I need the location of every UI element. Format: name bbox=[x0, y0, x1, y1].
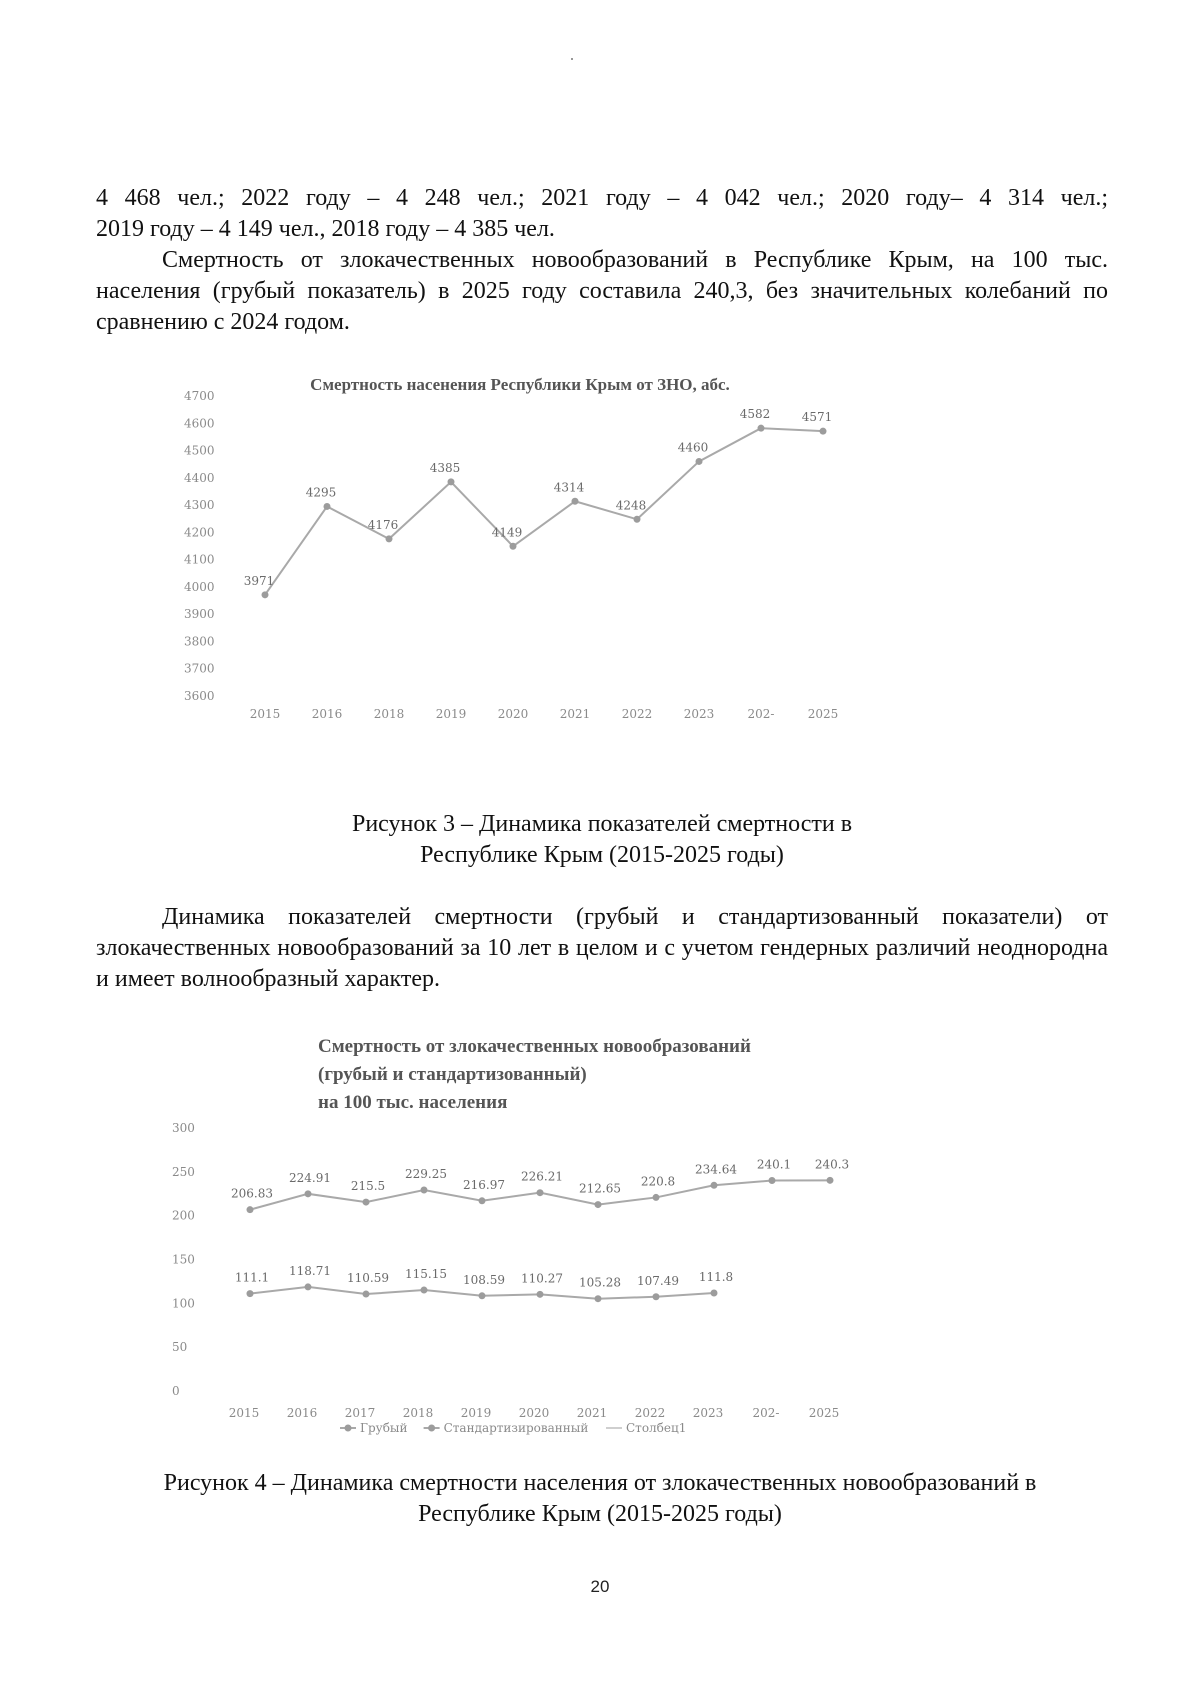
data-label: 4149 bbox=[491, 525, 523, 540]
x-tick-label: 2016 bbox=[311, 707, 343, 721]
top-text-line-1: 4 468 чел.; 2022 году – 4 248 чел.; 2021 году – 4 042 чел.; 2020 году– 4 314 чел.; bbox=[96, 185, 1108, 211]
y-tick-label: 200 bbox=[172, 1208, 195, 1223]
paragraph-dynamics bbox=[96, 902, 1108, 995]
y-tick-label: 3700 bbox=[184, 661, 215, 676]
data-point bbox=[696, 458, 703, 465]
legend-label: Стандартизированный bbox=[443, 1421, 589, 1435]
data-label: 226.21 bbox=[521, 1169, 563, 1184]
data-label: 118.71 bbox=[289, 1263, 331, 1278]
figure4-caption-line-2: Республике Крым (2015-2025 годы) bbox=[418, 1501, 782, 1527]
scan-speck bbox=[571, 58, 573, 60]
figure4-caption-line-1: Рисунок 4 – Динамика смертности населения от злокачественных новообразований в bbox=[163, 1470, 1037, 1496]
data-label: 229.25 bbox=[405, 1167, 447, 1182]
data-point bbox=[479, 1292, 486, 1299]
x-tick-label: 2025 bbox=[807, 707, 839, 721]
data-point bbox=[758, 425, 765, 432]
series-line bbox=[265, 428, 823, 595]
data-label: 234.64 bbox=[695, 1162, 737, 1177]
x-tick-label: 2018 bbox=[373, 707, 405, 721]
data-point bbox=[634, 516, 641, 523]
data-label: 107.49 bbox=[637, 1273, 679, 1288]
data-point bbox=[653, 1194, 660, 1201]
data-label: 115.15 bbox=[405, 1267, 447, 1282]
data-point bbox=[363, 1199, 370, 1206]
data-point bbox=[421, 1287, 428, 1294]
y-tick-label: 50 bbox=[172, 1340, 188, 1355]
page-number: 20 bbox=[590, 1577, 610, 1596]
top-continuation-text bbox=[96, 183, 1108, 338]
x-tick-label: 2022 bbox=[634, 1406, 666, 1420]
data-label: 212.65 bbox=[579, 1181, 621, 1196]
x-tick-label: 2019 bbox=[435, 707, 467, 721]
data-label: 4385 bbox=[429, 460, 461, 475]
legend-label: Грубый bbox=[360, 1421, 408, 1435]
x-tick-label: 202- bbox=[747, 707, 775, 721]
data-point bbox=[711, 1289, 718, 1296]
x-tick-label: 2018 bbox=[402, 1406, 434, 1420]
figure4-line-chart bbox=[170, 1030, 1070, 1470]
data-point bbox=[305, 1190, 312, 1197]
y-tick-label: 4300 bbox=[184, 498, 215, 513]
y-tick-label: 4100 bbox=[184, 552, 215, 567]
data-point bbox=[820, 428, 827, 435]
data-label: 215.5 bbox=[350, 1179, 386, 1194]
data-label: 240.3 bbox=[814, 1157, 850, 1172]
data-point bbox=[247, 1290, 254, 1297]
y-tick-label: 3900 bbox=[184, 607, 215, 622]
y-tick-label: 4400 bbox=[184, 470, 215, 485]
data-point bbox=[827, 1177, 834, 1184]
x-tick-label: 2021 bbox=[559, 707, 591, 721]
y-tick-label: 4000 bbox=[184, 579, 215, 594]
y-tick-label: 4500 bbox=[184, 443, 215, 458]
data-label: 4582 bbox=[739, 407, 771, 422]
data-point bbox=[711, 1182, 718, 1189]
data-point bbox=[653, 1293, 660, 1300]
data-label: 111.1 bbox=[234, 1270, 270, 1285]
data-point bbox=[386, 535, 393, 542]
y-tick-label: 250 bbox=[172, 1164, 195, 1179]
x-tick-label: 2020 bbox=[518, 1406, 550, 1420]
x-tick-label: 2021 bbox=[576, 1406, 608, 1420]
data-point bbox=[448, 478, 455, 485]
figure3-caption-line-1: Рисунок 3 – Динамика показателей смертности в bbox=[351, 811, 853, 837]
x-tick-label: 202- bbox=[752, 1406, 780, 1420]
data-point bbox=[769, 1177, 776, 1184]
chart-title-line: (грубый и стандартизованный) bbox=[318, 1064, 587, 1085]
legend-marker bbox=[428, 1425, 435, 1432]
data-point bbox=[363, 1291, 370, 1298]
x-tick-label: 2022 bbox=[621, 707, 653, 721]
data-label: 216.97 bbox=[463, 1177, 505, 1192]
data-label: 4176 bbox=[367, 517, 399, 532]
y-tick-label: 3800 bbox=[184, 634, 215, 649]
top-text-line-2: 2019 году – 4 149 чел., 2018 году – 4 385 чел. bbox=[96, 216, 555, 242]
figure3-caption-line-2: Республике Крым (2015-2025 годы) bbox=[420, 842, 784, 868]
data-label: 110.59 bbox=[347, 1271, 389, 1286]
figure3-caption bbox=[96, 809, 1108, 871]
data-point bbox=[595, 1295, 602, 1302]
y-tick-label: 100 bbox=[172, 1296, 195, 1311]
figure4-caption bbox=[80, 1468, 1120, 1530]
data-point bbox=[595, 1201, 602, 1208]
x-tick-label: 2019 bbox=[460, 1406, 492, 1420]
data-label: 4295 bbox=[305, 485, 337, 500]
data-point bbox=[510, 543, 517, 550]
x-tick-label: 2023 bbox=[692, 1406, 724, 1420]
x-tick-label: 2016 bbox=[286, 1406, 318, 1420]
data-label: 3971 bbox=[243, 573, 275, 588]
chart-title-line: на 100 тыс. населения bbox=[318, 1092, 508, 1113]
data-point bbox=[262, 591, 269, 598]
x-tick-label: 2015 bbox=[228, 1406, 260, 1420]
data-point bbox=[537, 1291, 544, 1298]
x-tick-label: 2020 bbox=[497, 707, 529, 721]
data-point bbox=[572, 498, 579, 505]
data-label: 4571 bbox=[801, 410, 833, 425]
x-tick-label: 2025 bbox=[808, 1406, 840, 1420]
chart-title: Смертность насенения Республики Крым от ЗНО, абс. bbox=[310, 375, 730, 394]
y-tick-label: 4600 bbox=[184, 416, 215, 431]
paragraph-mortality-2025: Смертность от злокачественных новообразований в Республике Крым, на 100 тыс. населения (грубый показатель) в 2025 году составила 240,3, без значительных колебаний по сравнению с 2024 годом. bbox=[96, 247, 1108, 335]
data-label: 220.8 bbox=[640, 1174, 676, 1189]
legend-label: Столбец1 bbox=[626, 1421, 687, 1435]
data-label: 4460 bbox=[677, 440, 709, 455]
x-tick-label: 2015 bbox=[249, 707, 281, 721]
data-point bbox=[479, 1197, 486, 1204]
figure3-line-chart bbox=[170, 360, 1010, 790]
data-label: 108.59 bbox=[463, 1272, 505, 1287]
data-point bbox=[421, 1187, 428, 1194]
data-label: 110.27 bbox=[521, 1271, 563, 1286]
y-tick-label: 150 bbox=[172, 1252, 195, 1267]
data-label: 206.83 bbox=[231, 1186, 273, 1201]
data-label: 224.91 bbox=[289, 1170, 331, 1185]
data-point bbox=[247, 1206, 254, 1213]
data-label: 4248 bbox=[615, 498, 647, 513]
x-tick-label: 2023 bbox=[683, 707, 715, 721]
paragraph-dynamics-text: Динамика показателей смертности (грубый и стандартизованный показатели) от злокачественных новообразований за 10 лет в целом и с учетом гендерных различий неоднородна и имеет волнообразный характер. bbox=[96, 904, 1108, 992]
y-tick-label: 4700 bbox=[184, 389, 215, 403]
y-tick-label: 0 bbox=[172, 1384, 180, 1398]
data-label: 105.28 bbox=[579, 1275, 621, 1290]
y-tick-label: 4200 bbox=[184, 525, 215, 540]
data-point bbox=[305, 1283, 312, 1290]
y-tick-label: 300 bbox=[172, 1121, 195, 1135]
data-point bbox=[324, 503, 331, 510]
y-tick-label: 3600 bbox=[184, 689, 215, 703]
data-label: 111.8 bbox=[698, 1269, 734, 1284]
chart-title-line: Смертность от злокачественных новообразований bbox=[318, 1036, 751, 1057]
legend-marker bbox=[345, 1425, 352, 1432]
x-tick-label: 2017 bbox=[344, 1406, 376, 1420]
data-label: 240.1 bbox=[756, 1157, 792, 1172]
data-point bbox=[537, 1189, 544, 1196]
data-label: 4314 bbox=[553, 480, 585, 495]
